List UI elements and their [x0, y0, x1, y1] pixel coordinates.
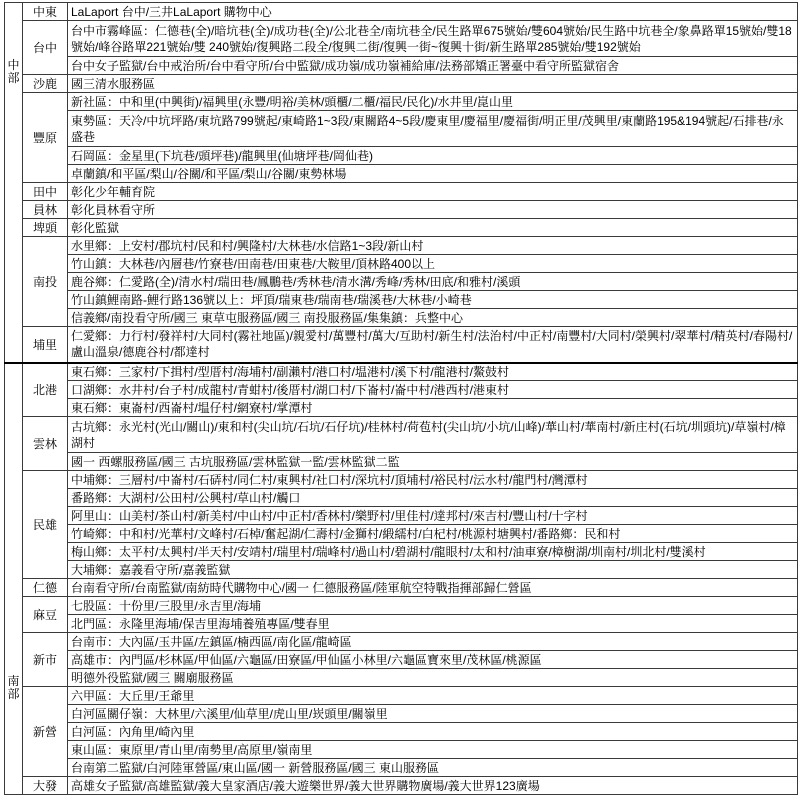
region-label: 中部	[7, 58, 20, 85]
area-detail-cell: 六甲區：大丘里/王爺里	[68, 687, 798, 705]
table-row	[5, 75, 798, 93]
table-row	[5, 309, 798, 327]
area-cell: 新市	[23, 633, 68, 687]
table-row	[5, 705, 798, 723]
table-row	[5, 453, 798, 471]
table-row	[5, 651, 798, 669]
area-cell: 沙鹿	[23, 75, 68, 93]
table-row	[5, 111, 798, 147]
service-area-table	[4, 2, 798, 795]
area-detail-cell: 台南市：大內區/玉井區/左鎮區/楠西區/南化區/龍崎區	[68, 633, 798, 651]
area-detail-cell: 台南看守所/台南監獄/南紡時代購物中心/國一 仁德服務區/陸軍航空特戰指揮部歸仁營區	[68, 579, 798, 597]
table-row	[5, 633, 798, 651]
area-detail-cell: 竹山鎮：大林巷/內層巷/竹寮巷/田南巷/田東巷/大鞍里/頂林路400以上	[68, 255, 798, 273]
table-row	[5, 615, 798, 633]
area-detail-cell: 東石鄉：三家村/下揖村/型厝村/海埔村/副瀨村/港口村/塭港村/溪下村/龍港村/鰲鼓村	[68, 363, 798, 381]
area-cell: 埔里	[23, 327, 68, 363]
area-detail-cell: 高雄女子監獄/高雄監獄/義大皇家酒店/義大遊樂世界/義大世界購物廣場/義大世界123廣場	[68, 777, 798, 795]
area-detail-cell: 北門區：永隆里海埔/保吉里海埔養殖專區/雙春里	[68, 615, 798, 633]
table-row	[5, 183, 798, 201]
table-row	[5, 147, 798, 165]
area-detail-cell: 竹山鎮鯉南路-鯉行路136號以上：坪頂/瑞東巷/瑞南巷/瑞溪巷/大林巷/小崎巷	[68, 291, 798, 309]
area-cell: 雲林	[23, 417, 68, 471]
area-detail-cell: 國一 西螺服務區/國三 古坑服務區/雲林監獄一監/雲林監獄二監	[68, 453, 798, 471]
area-detail-cell: 彰化員林看守所	[68, 201, 798, 219]
area-cell: 大發	[23, 777, 68, 795]
area-cell: 麻豆	[23, 597, 68, 633]
area-detail-cell: 新社區：中和里(中興街)/福興里(永豐/明裕/美林/頭櫃/二櫃/福民/民化)/水井里/崑山里	[68, 93, 798, 111]
table-row	[5, 579, 798, 597]
table-row	[5, 471, 798, 489]
area-detail-cell: 水里鄉：上安村/郡坑村/民和村/興隆村/大林巷/水信路1~3段/新山村	[68, 237, 798, 255]
area-detail-cell: 番路鄉：大湖村/公田村/公興村/草山村/觸口	[68, 489, 798, 507]
table-row	[5, 381, 798, 399]
area-detail-cell: 白河區：內角里/崎內里	[68, 723, 798, 741]
table-row	[5, 669, 798, 687]
area-detail-cell: 國三清水服務區	[68, 75, 798, 93]
area-detail-cell: 彰化監獄	[68, 219, 798, 237]
area-detail-cell: LaLaport 台中/三井LaLaport 購物中心	[68, 3, 798, 21]
table-row	[5, 597, 798, 615]
table-row	[5, 219, 798, 237]
region-cell	[5, 3, 23, 363]
area-detail-cell: 阿里山：山美村/茶山村/新美村/中山村/中正村/香林村/樂野村/里佳村/達邦村/來吉村/豐山村/十字村	[68, 507, 798, 525]
table-row	[5, 237, 798, 255]
table-row	[5, 489, 798, 507]
area-detail-cell: 白河區關仔嶺：大林里/六溪里/仙草里/虎山里/崁頭里/關嶺里	[68, 705, 798, 723]
area-detail-cell: 中埔鄉：三層村/中崙村/石硦村/同仁村/東興村/社口村/深坑村/頂埔村/裕民村/沄水村/龍門村/灣潭村	[68, 471, 798, 489]
area-detail-cell: 東勢區：天冷/中坑坪路/東坑路799號起/東崎路1~3段/東關路4~5段/慶東里/慶福里/慶福街/明正里/茂興里/東蘭路195&194號起/石排巷/永盛巷	[68, 111, 798, 147]
area-detail-cell: 鹿谷鄉：仁愛路(全)/清水村/瑞田巷/鳳鵬巷/秀林巷/清水溝/秀峰/秀林/田底/和雅村/溪頭	[68, 273, 798, 291]
table-row	[5, 327, 798, 363]
area-cell: 台中	[23, 21, 68, 75]
region-label: 南部	[7, 673, 20, 701]
area-cell: 田中	[23, 183, 68, 201]
table-row	[5, 777, 798, 795]
table-row	[5, 255, 798, 273]
area-detail-cell: 古坑鄉：永光村(光山/關山)/東和村(尖山坑/石坑/石仔坑)/桂林村/荷苞村(尖山坑/小坑/山峰)/華山村/華南村/新庄村(石坑/圳頭坑)/草嶺村/樟湖村	[68, 417, 798, 453]
service-area-table-body	[5, 3, 798, 795]
table-row	[5, 291, 798, 309]
table-row	[5, 741, 798, 759]
table-row	[5, 507, 798, 525]
table-row	[5, 3, 798, 21]
area-detail-cell: 信義鄉/南投看守所/國三 東草屯服務區/國三 南投服務區/集集鎮：兵整中心	[68, 309, 798, 327]
area-detail-cell: 台中市霧峰區：仁德巷(全)/暗坑巷(全)/成功巷(全)/公北巷全/南坑巷全/民生路單675號始/雙604號始/民生路中坑巷全/象鼻路單15號始/雙18號始/峰谷路單221號始/雙 240號始/復興路二段全/復興二街/復興一街~復興十街/新生路單285號始/雙192號始	[68, 21, 798, 57]
area-detail-cell: 石岡區：金星里(下坑巷/頭坪巷)/龍興里(仙塘坪巷/岡仙巷)	[68, 147, 798, 165]
table-row	[5, 201, 798, 219]
table-row	[5, 57, 798, 75]
table-row	[5, 165, 798, 183]
region-cell	[5, 363, 23, 795]
area-detail-cell: 彰化少年輔育院	[68, 183, 798, 201]
area-cell: 豐原	[23, 93, 68, 183]
area-cell: 民雄	[23, 471, 68, 579]
area-detail-cell: 東石鄉：東崙村/西崙村/塭仔村/網寮村/掌潭村	[68, 399, 798, 417]
table-row	[5, 723, 798, 741]
area-detail-cell: 七股區：十份里/三股里/永吉里/海埔	[68, 597, 798, 615]
area-cell: 中東	[23, 3, 68, 21]
area-detail-cell: 台中女子監獄/台中戒治所/台中看守所/台中監獄/成功嶺/成功嶺補給庫/法務部矯正署臺中看守所監獄宿舍	[68, 57, 798, 75]
area-cell: 新營	[23, 687, 68, 777]
area-cell: 仁德	[23, 579, 68, 597]
area-cell: 南投	[23, 237, 68, 327]
area-detail-cell: 竹崎鄉：中和村/光華村/文峰村/石棹/奮起湖/仁壽村/金獅村/緞繻村/白杞村/桃源村塘興村/番路鄉：民和村	[68, 525, 798, 543]
area-detail-cell: 口湖鄉：水井村/台子村/成龍村/青蚶村/後厝村/湖口村/下崙村/崙中村/港西村/港東村	[68, 381, 798, 399]
area-detail-cell: 大埔鄉：嘉義看守所/嘉義監獄	[68, 561, 798, 579]
area-detail-cell: 東山區：東原里/青山里/南勢里/高原里/嶺南里	[68, 741, 798, 759]
table-row	[5, 363, 798, 381]
table-row	[5, 759, 798, 777]
area-detail-cell: 仁愛鄉：力行村/發祥村/大同村(霧社地區)/親愛村/萬豐村/萬大/互助村/新生村/法治村/中正村/南豐村/大同村/榮興村/翠華村/精英村/春陽村/盧山溫泉/德鹿谷村/都達村	[68, 327, 798, 363]
table-row	[5, 687, 798, 705]
area-detail-cell: 梅山鄉：太平村/太興村/半天村/安靖村/瑞里村/瑞峰村/過山村/碧湖村/龍眼村/太和村/油車寮/樟樹湖/圳南村/圳北村/雙溪村	[68, 543, 798, 561]
table-row	[5, 399, 798, 417]
table-row	[5, 561, 798, 579]
table-row	[5, 93, 798, 111]
table-row	[5, 543, 798, 561]
area-detail-cell: 台南第二監獄/白河陸軍營區/東山區/國一 新營服務區/國三 東山服務區	[68, 759, 798, 777]
table-row	[5, 273, 798, 291]
table-row	[5, 417, 798, 453]
area-detail-cell: 卓蘭鎮/和平區/梨山/谷關/和平區/梨山/谷關/東勢林場	[68, 165, 798, 183]
area-cell: 埤頭	[23, 219, 68, 237]
area-detail-cell: 明德外役監獄/國三 關廟服務區	[68, 669, 798, 687]
table-row	[5, 21, 798, 57]
area-cell: 北港	[23, 363, 68, 417]
area-cell: 員林	[23, 201, 68, 219]
area-detail-cell: 高雄市：內門區/杉林區/甲仙區/六龜區/田寮區/甲仙區小林里/六龜區寶來里/茂林區/桃源區	[68, 651, 798, 669]
table-row	[5, 525, 798, 543]
